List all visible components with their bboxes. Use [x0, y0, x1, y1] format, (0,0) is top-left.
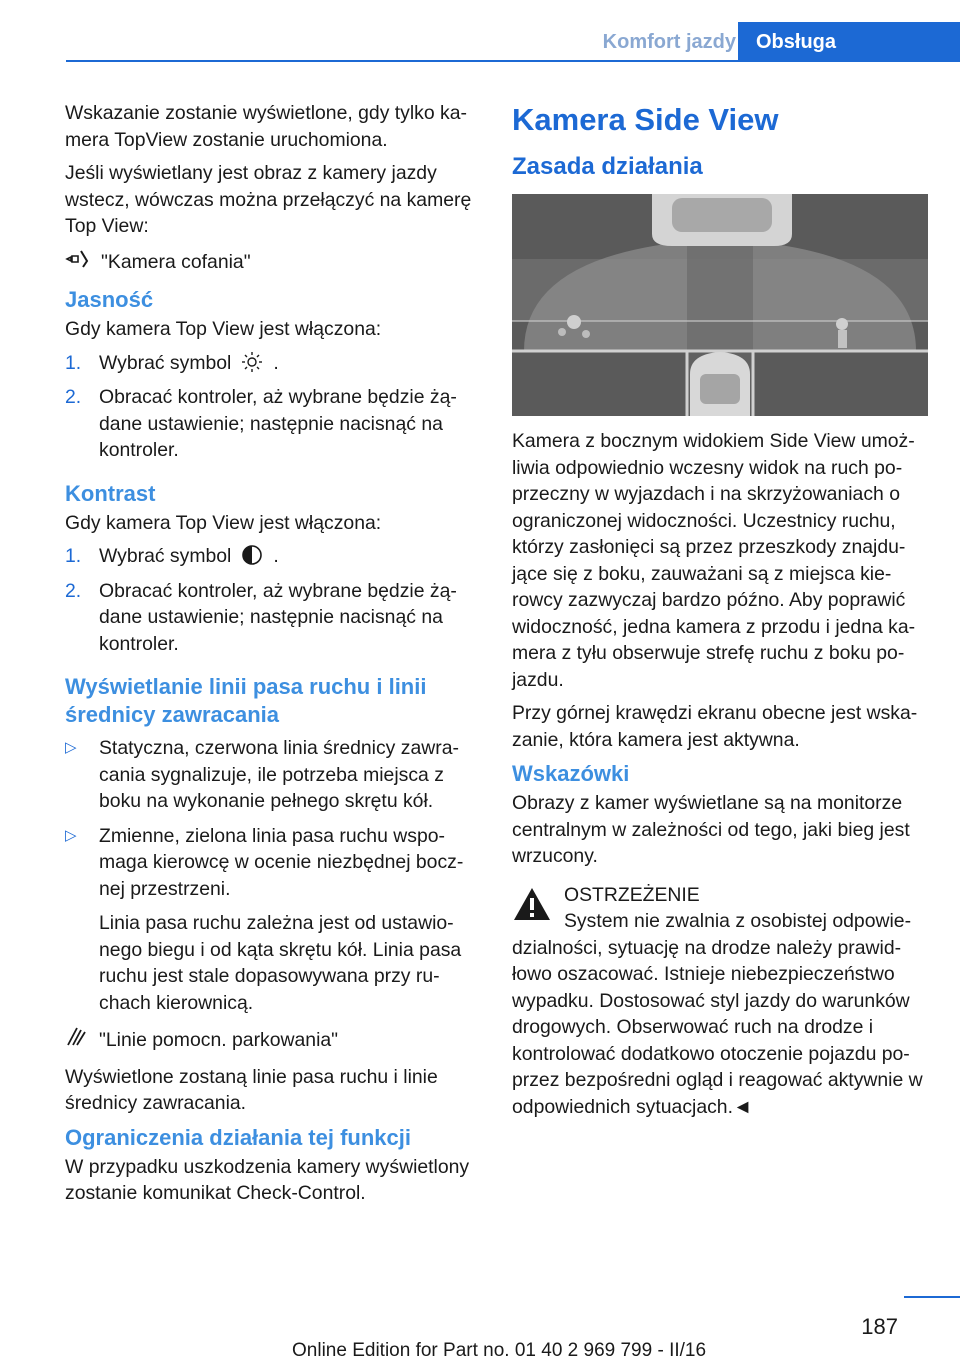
menu-item-label: "Linie pomocn. parkowania": [99, 1028, 339, 1051]
list-item: [65, 350, 480, 381]
bullet-list: [65, 735, 480, 1016]
step-text: Obracać kontroler, aż wybrane będzie żą-dane ustawienie; następnie nacisnąć na kontroler.: [99, 386, 457, 461]
paragraph: Wskazanie zostanie wyświetlone, gdy tylko ka-mera TopView zostanie uruchomiona.: [65, 102, 467, 151]
paragraph: Gdy kamera Top View jest włączona:: [65, 318, 382, 340]
step-number: 2.: [65, 579, 82, 602]
paragraph: Przy górnej krawędzi ekranu obecne jest wska-zanie, która kamera jest aktywna.: [512, 702, 918, 751]
contrast-icon: [241, 544, 263, 574]
list-item: [65, 384, 480, 464]
bullet-triangle-icon: ▷: [65, 739, 77, 756]
list-item: [65, 543, 480, 574]
warning-text: dzialności, sytuację na drodze należy prawid-łowo oszacować. Istnieje niebezpieczeństwo wypadku. Dostosować styl jazdy do warunków drogowych. Obserwować ruch na drodze i kontrolować dodatkowo otoczenie pojazdu po-przez bezpośredni ogląd i reagować aktywnie w odpowiednich sytuacjach.◄: [512, 936, 923, 1118]
list-item: [65, 823, 480, 1017]
warning-box: [512, 882, 930, 1121]
paragraph: Obrazy z kamer wyświetlane są na monitorze centralnym w zależności od tego, jaki bieg jest wrzucony.: [512, 792, 910, 867]
subsection-heading: Zasada działania: [512, 153, 703, 180]
list-item: [65, 578, 480, 658]
bullet-text: Statyczna, czerwona linia średnicy zawra-cania sygnalizuje, ile potrzeba miejsca z boku na wykonanie pełnego skrętu kół.: [99, 737, 459, 812]
warning-text-first-line: System nie zwalnia z osobistej odpowie-: [564, 910, 912, 932]
side-view-camera-illustration: [512, 194, 928, 416]
footer-rule: [904, 1296, 960, 1298]
section-label: Komfort jazdy: [602, 31, 736, 53]
bullet-triangle-icon: ▷: [65, 826, 77, 844]
steps-list: [65, 350, 480, 464]
bullet-subparagraph: Linia pasa ruchu zależna jest od ustawio-nego biegu i od kąta skrętu kół. Linia pasa ruchu jest stale dopasowywana przy ru-chach kierownicą.: [99, 912, 462, 1014]
left-column: [65, 100, 480, 1214]
step-number: 1.: [65, 545, 82, 567]
menu-item-label: "Kamera cofania": [101, 251, 251, 273]
menu-path: [65, 1024, 480, 1056]
section-heading: Ograniczenia działania tej funkcji: [65, 1124, 411, 1150]
step-text: Wybrać symbol: [99, 351, 232, 374]
step-number: 2.: [65, 386, 82, 408]
section-heading: Jasność: [65, 287, 154, 312]
section-heading: Wyświetlanie linii pasa ruchu i linii średnicy zawracania: [65, 674, 427, 727]
rear-camera-icon: [65, 247, 89, 279]
list-item: [65, 735, 480, 815]
warning-title: OSTRZEŻENIE: [564, 883, 700, 906]
section-heading: Wskazówki: [512, 761, 630, 786]
header-rule: [66, 60, 960, 62]
sun-icon: [241, 351, 263, 381]
page-title: Kamera Side View: [512, 102, 779, 137]
warning-triangle-icon: [512, 886, 552, 930]
menu-path: [65, 247, 480, 279]
paragraph: Wyświetlone zostaną linie pasa ruchu i linie średnicy zawracania.: [65, 1065, 438, 1114]
page-number: 187: [861, 1314, 898, 1339]
paragraph: W przypadku uszkodzenia kamery wyświetlony zostanie komunikat Check-Control.: [65, 1155, 470, 1204]
right-column: [512, 100, 930, 1120]
step-text: Wybrać symbol: [99, 545, 232, 567]
step-text-end: .: [273, 545, 279, 567]
paragraph: Kamera z bocznym widokiem Side View umoż-liwia odpowiednio wczesny widok na ruch po-przeczny w wyjazdach i na skrzyżowaniach o ograniczonej widoczności. Uczestnicy ruchu, którzy zasłonięci są przez przeszkody znajdu-jące się z boku, zauważani są z miejsca kie-rowcy zazwyczaj bardzo późno. Aby poprawić widoczność, jedna kamera z przodu i jedna ka-mera z tyłu obserwuje strefę ruchu z boku po-jazdu.: [512, 430, 916, 691]
step-number: 1.: [65, 351, 82, 374]
section-heading: Kontrast: [65, 480, 156, 506]
page-header: [66, 22, 960, 62]
step-text: Obracać kontroler, aż wybrane będzie żą-dane ustawienie; następnie nacisnąć na kontroler.: [99, 579, 457, 655]
paragraph: Gdy kamera Top View jest włączona:: [65, 511, 382, 534]
bullet-text: Zmienne, zielona linia pasa ruchu wspo-maga kierowcę w ocenie niezbędnej bocz-nej przestrzeni.: [99, 824, 464, 900]
edition-note: Online Edition for Part no. 01 40 2 969 799 - II/16: [292, 1340, 707, 1361]
step-text-end: .: [273, 351, 279, 374]
chapter-tab: Obsługa: [738, 22, 960, 62]
steps-list: [65, 543, 480, 657]
paragraph: Jeśli wyświetlany jest obraz z kamery jazdy wstecz, wówczas można przełączyć na kamerę Top View:: [65, 162, 472, 237]
parking-lines-icon: [65, 1024, 89, 1056]
